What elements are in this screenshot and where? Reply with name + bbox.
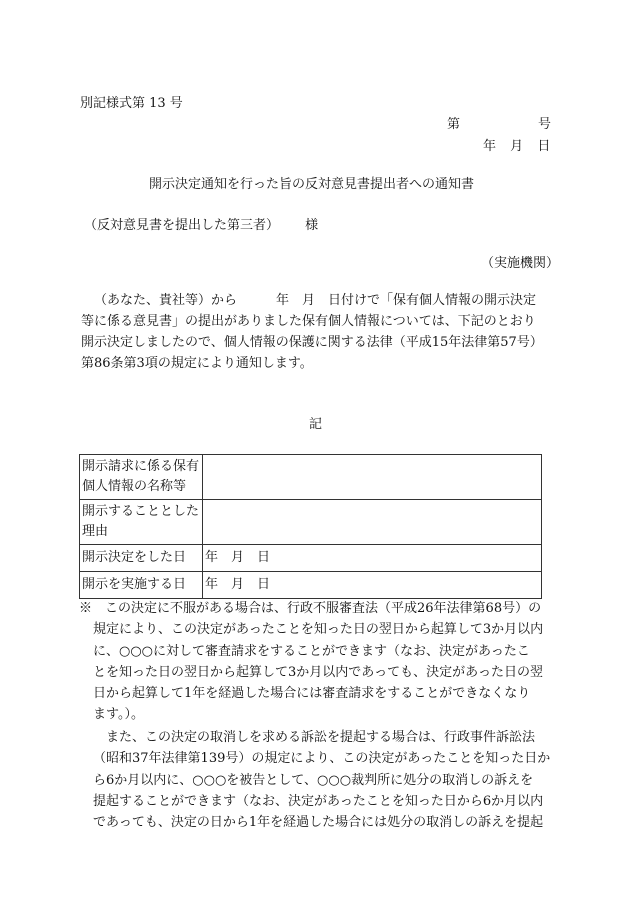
label-line: 理由 xyxy=(82,524,109,539)
issue-date-line xyxy=(483,140,550,153)
row-value: 年 月 日 xyxy=(203,572,542,599)
paragraph-line: 開示決定しましたので、個人情報の保護に関する法律（平成15年法律第57号） xyxy=(81,335,543,350)
notice-paragraph xyxy=(81,294,553,378)
label-line: 開示請求に係る保有 xyxy=(82,459,200,474)
row-value xyxy=(203,500,542,545)
addressee-name: （反対意見書を提出した第三者） xyxy=(84,218,280,233)
date-month: 月 xyxy=(510,139,524,154)
row-value: 年 月 日 xyxy=(203,545,542,572)
paragraph-line: 第86条第3項の規定により通知します。 xyxy=(81,356,313,371)
label-line: 開示することとした xyxy=(82,504,200,519)
row-label xyxy=(80,455,203,500)
ki-heading: 記 xyxy=(309,417,323,432)
document-title: 開示決定通知を行った旨の反対意見書提出者への通知書 xyxy=(149,177,475,192)
label-line: 個人情報の名称等 xyxy=(82,479,187,494)
date-year: 年 xyxy=(483,139,497,154)
note-line: ます。）。 xyxy=(93,707,144,723)
lawsuit-note xyxy=(79,731,559,837)
appeal-note xyxy=(79,602,559,730)
note-line: 規定により、この決定があったことを知った日の翌日から起算して3か月以内 xyxy=(93,622,544,638)
table-row xyxy=(80,572,542,599)
note-line: 日から起算して1年を経過した場合には審査請求をすることができなくなり xyxy=(93,686,531,702)
form-number: 別記様式第 13 号 xyxy=(80,96,183,111)
row-value xyxy=(203,455,542,500)
paragraph-line: （あなた、貴社等）から 年 月 日付けで「保有個人情報の開示決定 xyxy=(94,293,537,308)
paragraph-line: 等に係る意見書」の提出がありました保有個人情報については、下記のとおり xyxy=(81,314,536,329)
date-day: 日 xyxy=(537,139,551,154)
note-line: ※ この決定に不服がある場合は、行政不服審査法（平成26年法律第68号）の xyxy=(79,601,542,616)
table-row xyxy=(80,455,542,500)
note-line: （昭和37年法律第139号）の規定により、この決定があったことを知った日か xyxy=(93,751,551,767)
issuing-organization: （実施機関） xyxy=(481,256,560,271)
note-line: に、○○○に対して審査請求をすることができます（なお、決定があったこ xyxy=(93,643,530,659)
row-label xyxy=(80,545,203,572)
addressee-honorific: 様 xyxy=(305,218,319,233)
addressee xyxy=(84,219,318,232)
number-prefix: 第 xyxy=(447,117,461,132)
note-line: また、この決定の取消しを求める訴訟を提起する場合は、行政事件訴訟法 xyxy=(106,730,536,745)
note-line: であっても、決定の日から1年を経過した場合には処分の取消しの訴えを提起 xyxy=(93,815,544,831)
table-row xyxy=(80,500,542,545)
row-label xyxy=(80,572,203,599)
note-line: ら6か月以内に、○○○を被告として、○○○裁判所に処分の取消しの訴えを xyxy=(93,772,534,788)
document-number-line xyxy=(447,118,551,131)
table-row xyxy=(80,545,542,572)
number-suffix: 号 xyxy=(537,117,551,132)
disclosure-info-table xyxy=(79,454,542,599)
label-line: 開示を実施する日 xyxy=(82,577,187,592)
row-label xyxy=(80,500,203,545)
note-line: とを知った日の翌日から起算して3か月以内であっても、決定があった日の翌 xyxy=(93,664,544,680)
note-line: 提起することができます（なお、決定があったことを知った日から6か月以内 xyxy=(93,793,544,809)
label-line: 開示決定をした日 xyxy=(82,550,187,565)
